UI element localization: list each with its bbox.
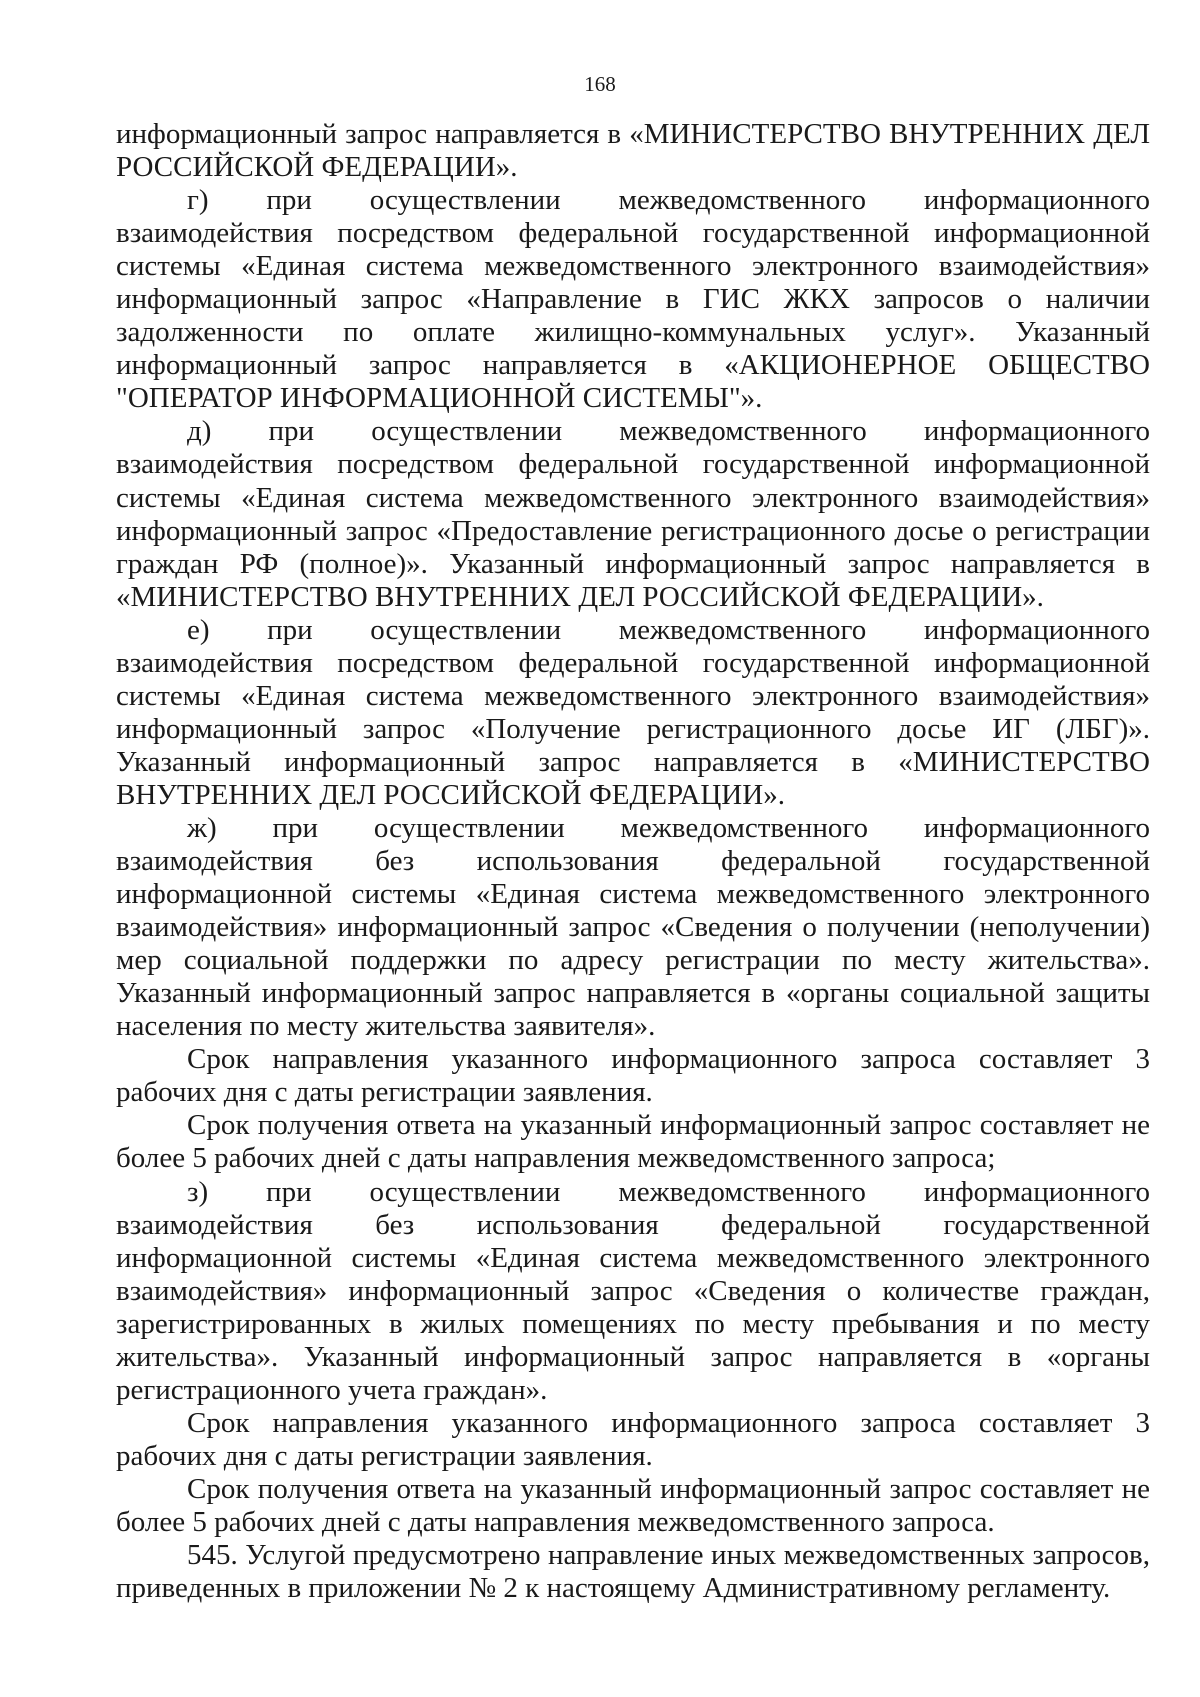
paragraph-item-z: з) при осуществлении межведомственного информационного взаимодействия без использования федеральной государственной информационной системы «Единая система межведомственного электронного взаимодействия» информационный запрос «Сведения о количестве граждан, зарегистрированных в жилых помещениях по месту пребывания и по месту жительства». Указанный информационный запрос направляется в «органы регистрационного учета граждан». bbox=[116, 1175, 1150, 1406]
page-number: 168 bbox=[584, 72, 616, 96]
paragraph-item-zh: ж) при осуществлении межведомственного информационного взаимодействия без использования федеральной государственной информационной системы «Единая система межведомственного электронного взаимодействия» информационный запрос «Сведения о получении (неполучении) мер социальной поддержки по адресу регистрации по месту жительства». Указанный информационный запрос направляется в «органы социальной защиты населения по месту жительства заявителя». bbox=[116, 811, 1150, 1043]
document-body bbox=[116, 118, 1150, 1605]
paragraph-item-d: д) при осуществлении межведомственного информационного взаимодействия посредством федеральной государственной информационной системы «Единая система межведомственного электронного взаимодействия» информационный запрос «Предоставление регистрационного досье о регистрации граждан РФ (полное)». Указанный информационный запрос направляется в «МИНИСТЕРСТВО ВНУТРЕННИХ ДЕЛ РОССИЙСКОЙ ФЕДЕРАЦИИ». bbox=[116, 415, 1150, 613]
paragraph-continuation: информационный запрос направляется в «МИНИСТЕРСТВО ВНУТРЕННИХ ДЕЛ РОССИЙСКОЙ ФЕДЕРАЦИИ». bbox=[116, 118, 1150, 184]
paragraph-item-e: е) при осуществлении межведомственного информационного взаимодействия посредством федеральной государственной информационной системы «Единая система межведомственного электронного взаимодействия» информационный запрос «Получение регистрационного досье ИГ (ЛБГ)». Указанный информационный запрос направляется в «МИНИСТЕРСТВО ВНУТРЕННИХ ДЕЛ РОССИЙСКОЙ ФЕДЕРАЦИИ». bbox=[116, 613, 1150, 811]
paragraph-response-deadline: Срок получения ответа на указанный информационный запрос составляет не более 5 рабочих дней с даты направления межведомственного запроса; bbox=[116, 1109, 1150, 1175]
paragraph-response-deadline-2: Срок получения ответа на указанный информационный запрос составляет не более 5 рабочих дней с даты направления межведомственного запроса. bbox=[116, 1472, 1150, 1538]
paragraph-item-545: 545. Услугой предусмотрено направление иных межведомственных запросов, приведенных в приложении № 2 к настоящему Административному регламенту. bbox=[116, 1539, 1150, 1605]
paragraph-request-deadline-2: Срок направления указанного информационного запроса составляет 3 рабочих дня с даты регистрации заявления. bbox=[116, 1406, 1150, 1472]
paragraph-request-deadline: Срок направления указанного информационного запроса составляет 3 рабочих дня с даты регистрации заявления. bbox=[116, 1043, 1150, 1109]
paragraph-item-g: г) при осуществлении межведомственного информационного взаимодействия посредством федеральной государственной информационной системы «Единая система межведомственного электронного взаимодействия» информационный запрос «Направление в ГИС ЖКХ запросов о наличии задолженности по оплате жилищно-коммунальных услуг». Указанный информационный запрос направляется в «АКЦИОНЕРНОЕ ОБЩЕСТВО "ОПЕРАТОР ИНФОРМАЦИОННОЙ СИСТЕМЫ"». bbox=[116, 184, 1150, 415]
